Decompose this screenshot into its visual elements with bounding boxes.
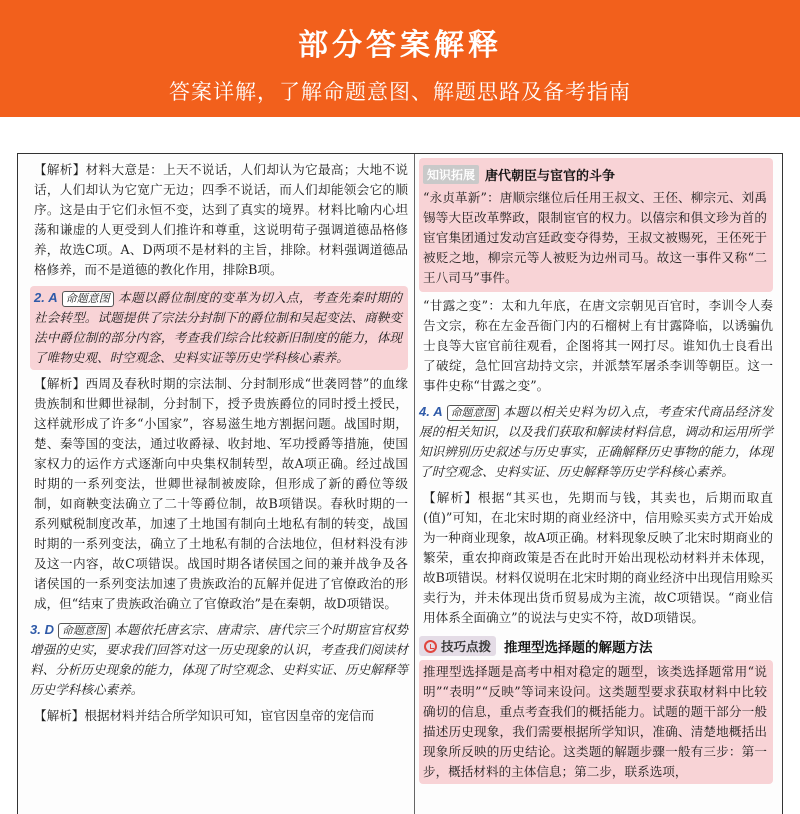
knowledge-box xyxy=(419,158,773,292)
tip-heading xyxy=(419,634,773,658)
tip-tag-label: 技巧点拨 xyxy=(441,639,492,654)
clock-icon xyxy=(424,640,437,653)
analysis-paragraph-2: 【解析】西周及春秋时期的宗法制、分封制形成“世袭罔替”的血缘贵族制和世卿世禄制，分封制下，授予贵族爵位的同时授土授民，这样就形成了许多“小国家”，容易滋生地方割据问题。战国时期，楚、秦等国的变法，通过收爵禄、收封地、军功授爵等措施，使国家权力的运作方式逐渐向中央集权制转型，故A项正确。经过战国时期的一系列变法，世卿世禄制被废除，但形成了新的爵位等级制，如商鞅变法确立了二十等爵位制，故B项错误。春秋时期的一系列赋税制度改革，加速了土地国有制向土地私有制的转变，战国时期的一系列变法，确立了土地私有制的合法地位，但材料没有涉及这一内容，故C项错误。战国时期各诸侯国之间的兼并战争及各诸侯国的一系列变法加速了贵族政治的瓦解并促进了官僚政治的形成，但“结束了贵族政治确立了官僚政治”是在秦朝，故D项错误。 xyxy=(34,376,408,611)
knowledge-paragraph-1: “永贞革新”：唐顺宗继位后任用王叔文、王伾、柳宗元、刘禹锡等大臣改革弊政，限制宦官的权力。以僖宗和俱文珍为首的宦官集团通过发动宫廷政变夺得势，王叔文被赐死，王伾死于被贬之地，柳宗元等人被贬为边州司马。故这一事件又称“二王八司马”事件。 xyxy=(423,190,767,285)
question-4-intent xyxy=(419,402,773,482)
intent-badge: 命题意图 xyxy=(62,291,114,307)
analysis-paragraph-4: 【解析】根据“其买也，先期而与钱，其卖也，后期而取直(值)”可知，在北宋时期的商业经济中，信用赊买卖方式开始成为一种商业现象，故A项正确。材料现象反映了北宋时期商业的繁荣，重农抑商政策是否在此时开始出现松动材料并未体现，故B项错误。材料仅说明在北宋时期的商业经济中出现信用赊买卖行为，并未体现出货币贸易成为主流，故C项错误。“商业信用体系全面确立”的说法与史实不符，故D项错误。 xyxy=(423,490,773,625)
question-2-intent xyxy=(30,286,408,370)
banner-subtitle: 答案详解，了解命题意图、解题思路及备考指南 xyxy=(169,80,631,104)
intent-badge: 命题意图 xyxy=(58,623,110,639)
analysis-paragraph-3: 【解析】根据材料并结合所学知识可知，宦官因皇帝的宠信而 xyxy=(34,708,375,723)
question-3-intent-text: 本题依托唐玄宗、唐肃宗、唐代宗三个时期宦官权势增强的史实，要求我们回答对这一历史现象的认识，考查我们阅读材料、分析历史现象的能力，体现了时空观念、史料实证、历史解释等历史学科核心素养。 xyxy=(30,622,408,697)
banner-title: 部分答案解释 xyxy=(298,28,502,63)
column-divider xyxy=(414,154,415,814)
question-4-intent-text: 本题以相关史料为切入点，考查宋代商品经济发展的相关知识，以及我们获取和解读材料信息，调动和运用所学知识辨别历史叙述与历史事实，正确解释历史事物的能力，体现了时空观念、史料实证、历史解释等历史学科核心素养。 xyxy=(419,404,774,479)
right-column xyxy=(419,154,774,814)
answer-page xyxy=(17,153,783,814)
tip-box xyxy=(419,660,773,784)
question-2-number: 2. A xyxy=(34,290,58,305)
left-column xyxy=(30,154,408,814)
intent-badge: 命题意图 xyxy=(447,405,499,421)
question-2-intent-text: 本题以爵位制度的变革为切入点，考查先秦时期的社会转型。试题提供了宗法分封制下的爵位制和吴起变法、商鞅变法中爵位制的部分内容，考查我们综合比较新旧制度的能力，体现了唯物史观、时空观念、史料实证等历史学科核心素养。 xyxy=(34,290,403,365)
tip-title: 推理型选择题的解题方法 xyxy=(504,640,653,656)
knowledge-title: 唐代朝臣与宦官的斗争 xyxy=(485,168,616,184)
knowledge-tag: 知识拓展 xyxy=(423,165,479,184)
question-3-intent xyxy=(30,620,408,700)
knowledge-heading xyxy=(423,162,767,186)
question-4-number: 4. A xyxy=(419,404,443,419)
question-3-number: 3. D xyxy=(30,622,55,637)
tip-tag xyxy=(419,636,496,656)
tip-text: 推理型选择题是高考中相对稳定的题型，该类选择题常用“说明”“表明”“反映”等词来设问。这类题型要求获取材料中比较确切的信息，重点考查我们的概括能力。试题的题干部分一般描述历史现象，我们需要根据所学知识，准确、清楚地概括出现象所反映的历史结论。这类题的解题步骤一般有三步：第一步，概括材料的主体信息；第二步，联系选项， xyxy=(423,664,767,779)
header-banner xyxy=(0,0,800,117)
analysis-paragraph-1: 【解析】材料大意是：上天不说话，人们却认为它最高；大地不说话，人们却认为它宽广无边；四季不说话，而人们却能领会它的顺序。这是由于它们永恒不变，达到了真实的境界。材料比喻内心坦荡和谦虚的人更受到人们推许和尊重，这说明荀子强调道德品格修养，故选C项。A、D两项不是材料的主旨，排除。材料强调道德品格修养，而不是道德的教化作用，排除B项。 xyxy=(34,162,408,277)
knowledge-paragraph-2: “甘露之变”：太和九年底，在唐文宗朝见百官时，李训令人奏告文宗，称在左金吾衙门内的石榴树上有甘露降临，以诱骗仇士良等大宦官前往观看，企图将其一网打尽。谁知仇士良看出了破绽，急忙回宫劫持文宗，并派禁军屠杀李训等朝臣。这一事件史称“甘露之变”。 xyxy=(423,298,773,393)
